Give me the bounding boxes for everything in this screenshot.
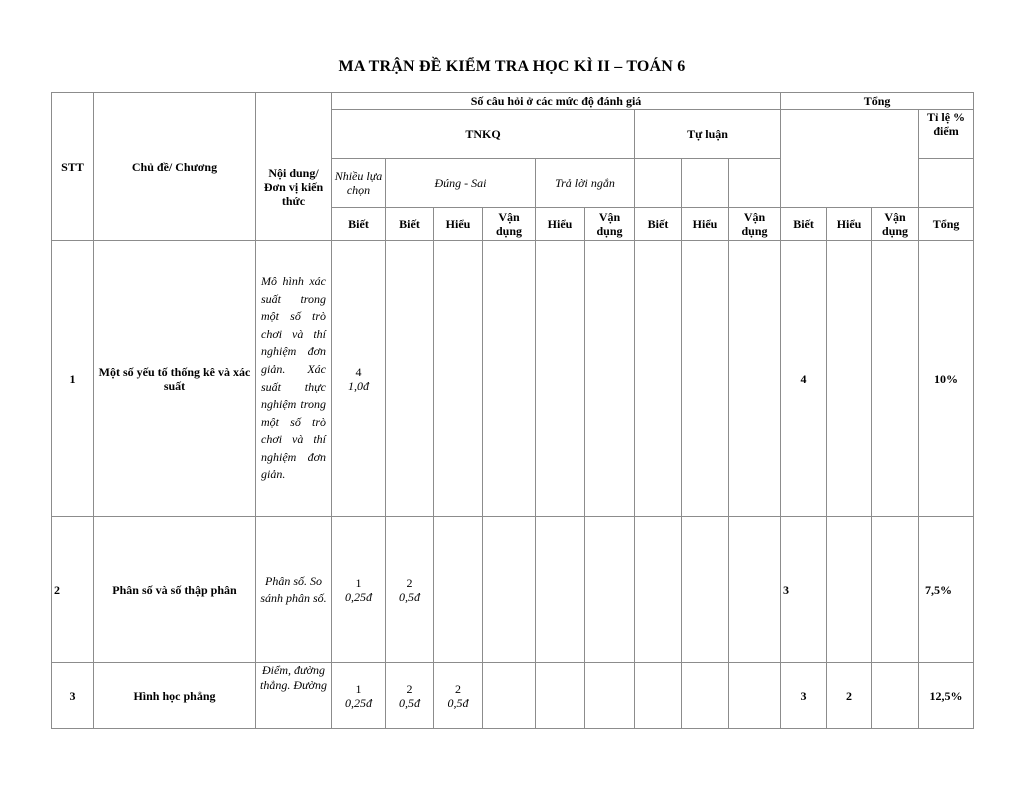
cell-empty xyxy=(483,517,536,663)
cell-empty xyxy=(434,241,483,517)
cell-ti-le: 7,5% xyxy=(919,517,974,663)
level-header: Biết xyxy=(386,208,434,241)
row-chu-de: Hình học phẳng xyxy=(94,663,256,729)
cell-empty xyxy=(483,663,536,729)
cell-empty xyxy=(872,663,919,729)
header-dung-sai: Đúng - Sai xyxy=(386,159,536,208)
level-header: Hiểu xyxy=(536,208,585,241)
cell-points: 0,5đ xyxy=(399,695,420,710)
cell-empty xyxy=(872,241,919,517)
cell-tong-biet: 4 xyxy=(781,241,827,517)
cell-points: 0,5đ xyxy=(447,695,469,710)
cell-ti-le: 12,5% xyxy=(919,663,974,729)
cell-nhieu-lua-chon xyxy=(332,663,386,729)
header-noi-dung: Nội dung/ Đơn vị kiến thức xyxy=(256,93,332,241)
level-header: Vận dụng xyxy=(872,208,919,241)
cell-ti-le: 10% xyxy=(919,241,974,517)
header-empty-cell xyxy=(919,159,974,208)
row-noi-dung: Điểm, đường thẳng. Đường xyxy=(256,663,332,729)
cell-points: 0,25đ xyxy=(345,695,372,710)
row-noi-dung: Mô hình xác suất trong một số trò chơi và thí nghiệm đơn giản. Xác suất thực nghiệm trong một số trò chơi và thí nghiệm đơn giản. xyxy=(256,241,332,517)
header-tu-luan: Tự luận xyxy=(635,110,781,159)
cell-dung-sai-hieu xyxy=(434,663,483,729)
header-chu-de: Chủ đề/ Chương xyxy=(94,93,256,241)
row-chu-de: Phân số và số thập phân xyxy=(94,517,256,663)
cell-empty xyxy=(585,241,635,517)
header-tong-empty xyxy=(781,110,919,208)
level-header: Hiểu xyxy=(434,208,483,241)
cell-dung-sai-biet xyxy=(386,663,434,729)
cell-count: 2 xyxy=(455,681,461,696)
cell-empty xyxy=(386,241,434,517)
table-row xyxy=(52,517,974,663)
header-empty-cell xyxy=(635,159,682,208)
cell-empty xyxy=(729,241,781,517)
cell-tong-biet: 3 xyxy=(781,663,827,729)
header-tra-loi-ngan: Trả lời ngắn xyxy=(536,159,635,208)
cell-empty xyxy=(585,663,635,729)
level-header: Tổng xyxy=(919,208,974,241)
level-header: Biết xyxy=(332,208,386,241)
cell-empty xyxy=(682,663,729,729)
cell-empty xyxy=(827,241,872,517)
header-empty-cell xyxy=(729,159,781,208)
header-so-cau-hoi: Số câu hỏi ở các mức độ đánh giá xyxy=(332,93,781,110)
cell-nhieu-lua-chon xyxy=(332,241,386,517)
row-stt: 1 xyxy=(52,241,94,517)
cell-empty xyxy=(635,241,682,517)
level-header: Vận dụng xyxy=(585,208,635,241)
header-stt: STT xyxy=(52,93,94,241)
row-chu-de: Một số yếu tố thống kê và xác suất xyxy=(94,241,256,517)
header-ti-le: Tỉ lệ % điểm xyxy=(919,110,974,159)
cell-empty xyxy=(682,241,729,517)
table-row xyxy=(52,663,974,729)
cell-tong-hieu: 2 xyxy=(827,663,872,729)
cell-count: 1 xyxy=(355,575,362,590)
assessment-matrix-table xyxy=(51,92,974,729)
cell-empty xyxy=(536,663,585,729)
page-title: MA TRẬN ĐỀ KIỂM TRA HỌC KÌ II – TOÁN 6 xyxy=(338,58,686,75)
header-nhieu-lua-chon: Nhiều lựa chọn xyxy=(332,159,386,208)
cell-empty xyxy=(682,517,729,663)
level-header: Biết xyxy=(781,208,827,241)
cell-points: 0,25đ xyxy=(345,589,372,604)
cell-empty xyxy=(536,517,585,663)
level-header: Hiểu xyxy=(827,208,872,241)
cell-empty xyxy=(729,517,781,663)
header-empty-cell xyxy=(682,159,729,208)
level-header: Vận dụng xyxy=(483,208,536,241)
row-noi-dung: Phân số. So sánh phân số. xyxy=(256,517,332,663)
header-tnkq: TNKQ xyxy=(332,110,635,159)
cell-empty xyxy=(729,663,781,729)
cell-empty xyxy=(585,517,635,663)
level-header: Vận dụng xyxy=(729,208,781,241)
cell-empty xyxy=(872,517,919,663)
cell-points: 0,5đ xyxy=(399,589,420,604)
row-stt: 3 xyxy=(52,663,94,729)
header-tong: Tổng xyxy=(781,93,974,110)
table-row xyxy=(52,241,974,517)
cell-count: 2 xyxy=(406,681,413,696)
cell-empty xyxy=(635,517,682,663)
cell-empty xyxy=(536,241,585,517)
cell-empty xyxy=(434,517,483,663)
cell-count: 2 xyxy=(406,575,413,590)
cell-empty xyxy=(483,241,536,517)
cell-empty xyxy=(635,663,682,729)
cell-dung-sai-biet xyxy=(386,517,434,663)
cell-points: 1,0đ xyxy=(348,378,369,393)
cell-nhieu-lua-chon xyxy=(332,517,386,663)
cell-tong-biet: 3 xyxy=(781,517,827,663)
cell-empty xyxy=(827,517,872,663)
row-stt: 2 xyxy=(52,517,94,663)
level-header: Hiểu xyxy=(682,208,729,241)
level-header: Biết xyxy=(635,208,682,241)
cell-count: 1 xyxy=(355,681,362,696)
cell-count: 4 xyxy=(355,364,362,379)
